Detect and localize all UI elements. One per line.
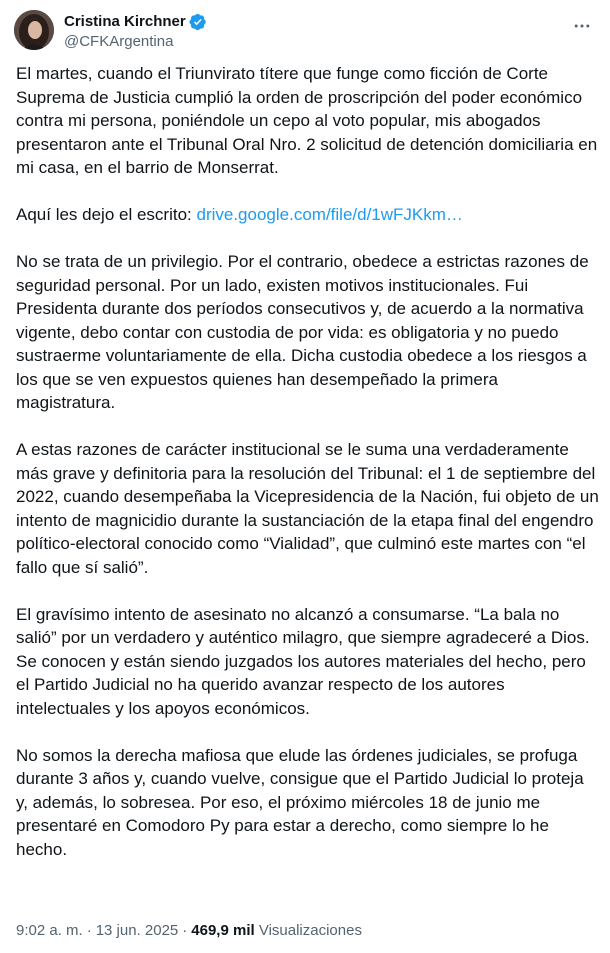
tweet-time[interactable]: 9:02 a. m. (16, 922, 83, 939)
tweet-metadata (16, 921, 362, 941)
user-info (64, 12, 207, 52)
user-handle[interactable]: @CFKArgentina (64, 33, 174, 50)
tweet-paragraph-4: A estas razones de carácter institucional se le suma una verdaderamente más grave y definitoria para la resolución del Tribunal: el 1 de septiembre del 2022, cuando desempeñaba la Vicepresidencia de la Nación, fui objeto de un intento de magnicidio durante la sustanciación de la etapa final del engendro político-electoral conocido como “Vialidad”, que culminó este martes con “el fallo que sí salió”. (16, 440, 599, 577)
tweet-date[interactable]: 13 jun. 2025 (95, 922, 179, 939)
tweet-paragraph-5: El gravísimo intento de asesinato no alcanzó a consumarse. “La bala no salió” por un verdadero y auténtico milagro, que siempre agradeceré a Dios. Se conocen y están siendo juzgados los autores materiales del hecho, pero el Partido Judicial no ha querido avanzar respecto de los autores intelectuales y los apoyos económicos. (16, 604, 590, 718)
views-label: Visualizaciones (258, 922, 362, 939)
avatar[interactable] (14, 10, 54, 50)
tweet-paragraph-1: El martes, cuando el Triunvirato títere que funge como ficción de Corte Suprema de Justicia cumplió la orden de proscripción del poder económico contra mi persona, poniéndole un cepo al voto popular, mis abogados presentaron ante el Tribunal Oral Nro. 2 solicitud de detención domiciliaria en mi casa, en el barrio de Monserrat. (16, 64, 598, 177)
display-name-row (64, 12, 207, 32)
meta-separator-2: · (182, 922, 188, 939)
display-name[interactable]: Cristina Kirchner (64, 13, 186, 30)
tweet-paragraph-2 (16, 203, 600, 227)
views-count: 469,9 mil (191, 922, 255, 939)
more-options-button[interactable] (568, 12, 596, 40)
document-intro-text: Aquí les dejo el escrito: (16, 205, 197, 224)
more-dots-icon (572, 16, 592, 36)
document-link[interactable]: drive.google.com/file/d/1wFJKkm… (196, 205, 463, 224)
tweet-text (16, 62, 600, 885)
tweet-paragraph-3: No se trata de un privilegio. Por el contrario, obedece a estrictas razones de seguridad personal. Por un lado, existen motivos institucionales. Fui Presidenta durante dos períodos consecutivos y, de acuerdo a la normativa vigente, debo contar con custodia de por vida: es obligatoria y no puedo sustraerme voluntariamente de ella. Dicha custodia obedece a los riesgos a los que se ven expuestos quienes han desempeñado la primera magistratura. (16, 252, 589, 412)
avatar-image (14, 10, 54, 50)
tweet-paragraph-6: No somos la derecha mafiosa que elude las órdenes judiciales, se profuga durante 3 años y, cuando vuelve, consigue que el Partido Judicial lo proteja y, además, lo sobresea. Por eso, el próximo miércoles 18 de junio me presentaré en Comodoro Py para estar a derecho, como siempre lo he hecho. (16, 745, 584, 859)
tweet-header (14, 10, 596, 54)
verified-badge-icon (189, 13, 207, 31)
meta-separator: · (86, 922, 92, 939)
